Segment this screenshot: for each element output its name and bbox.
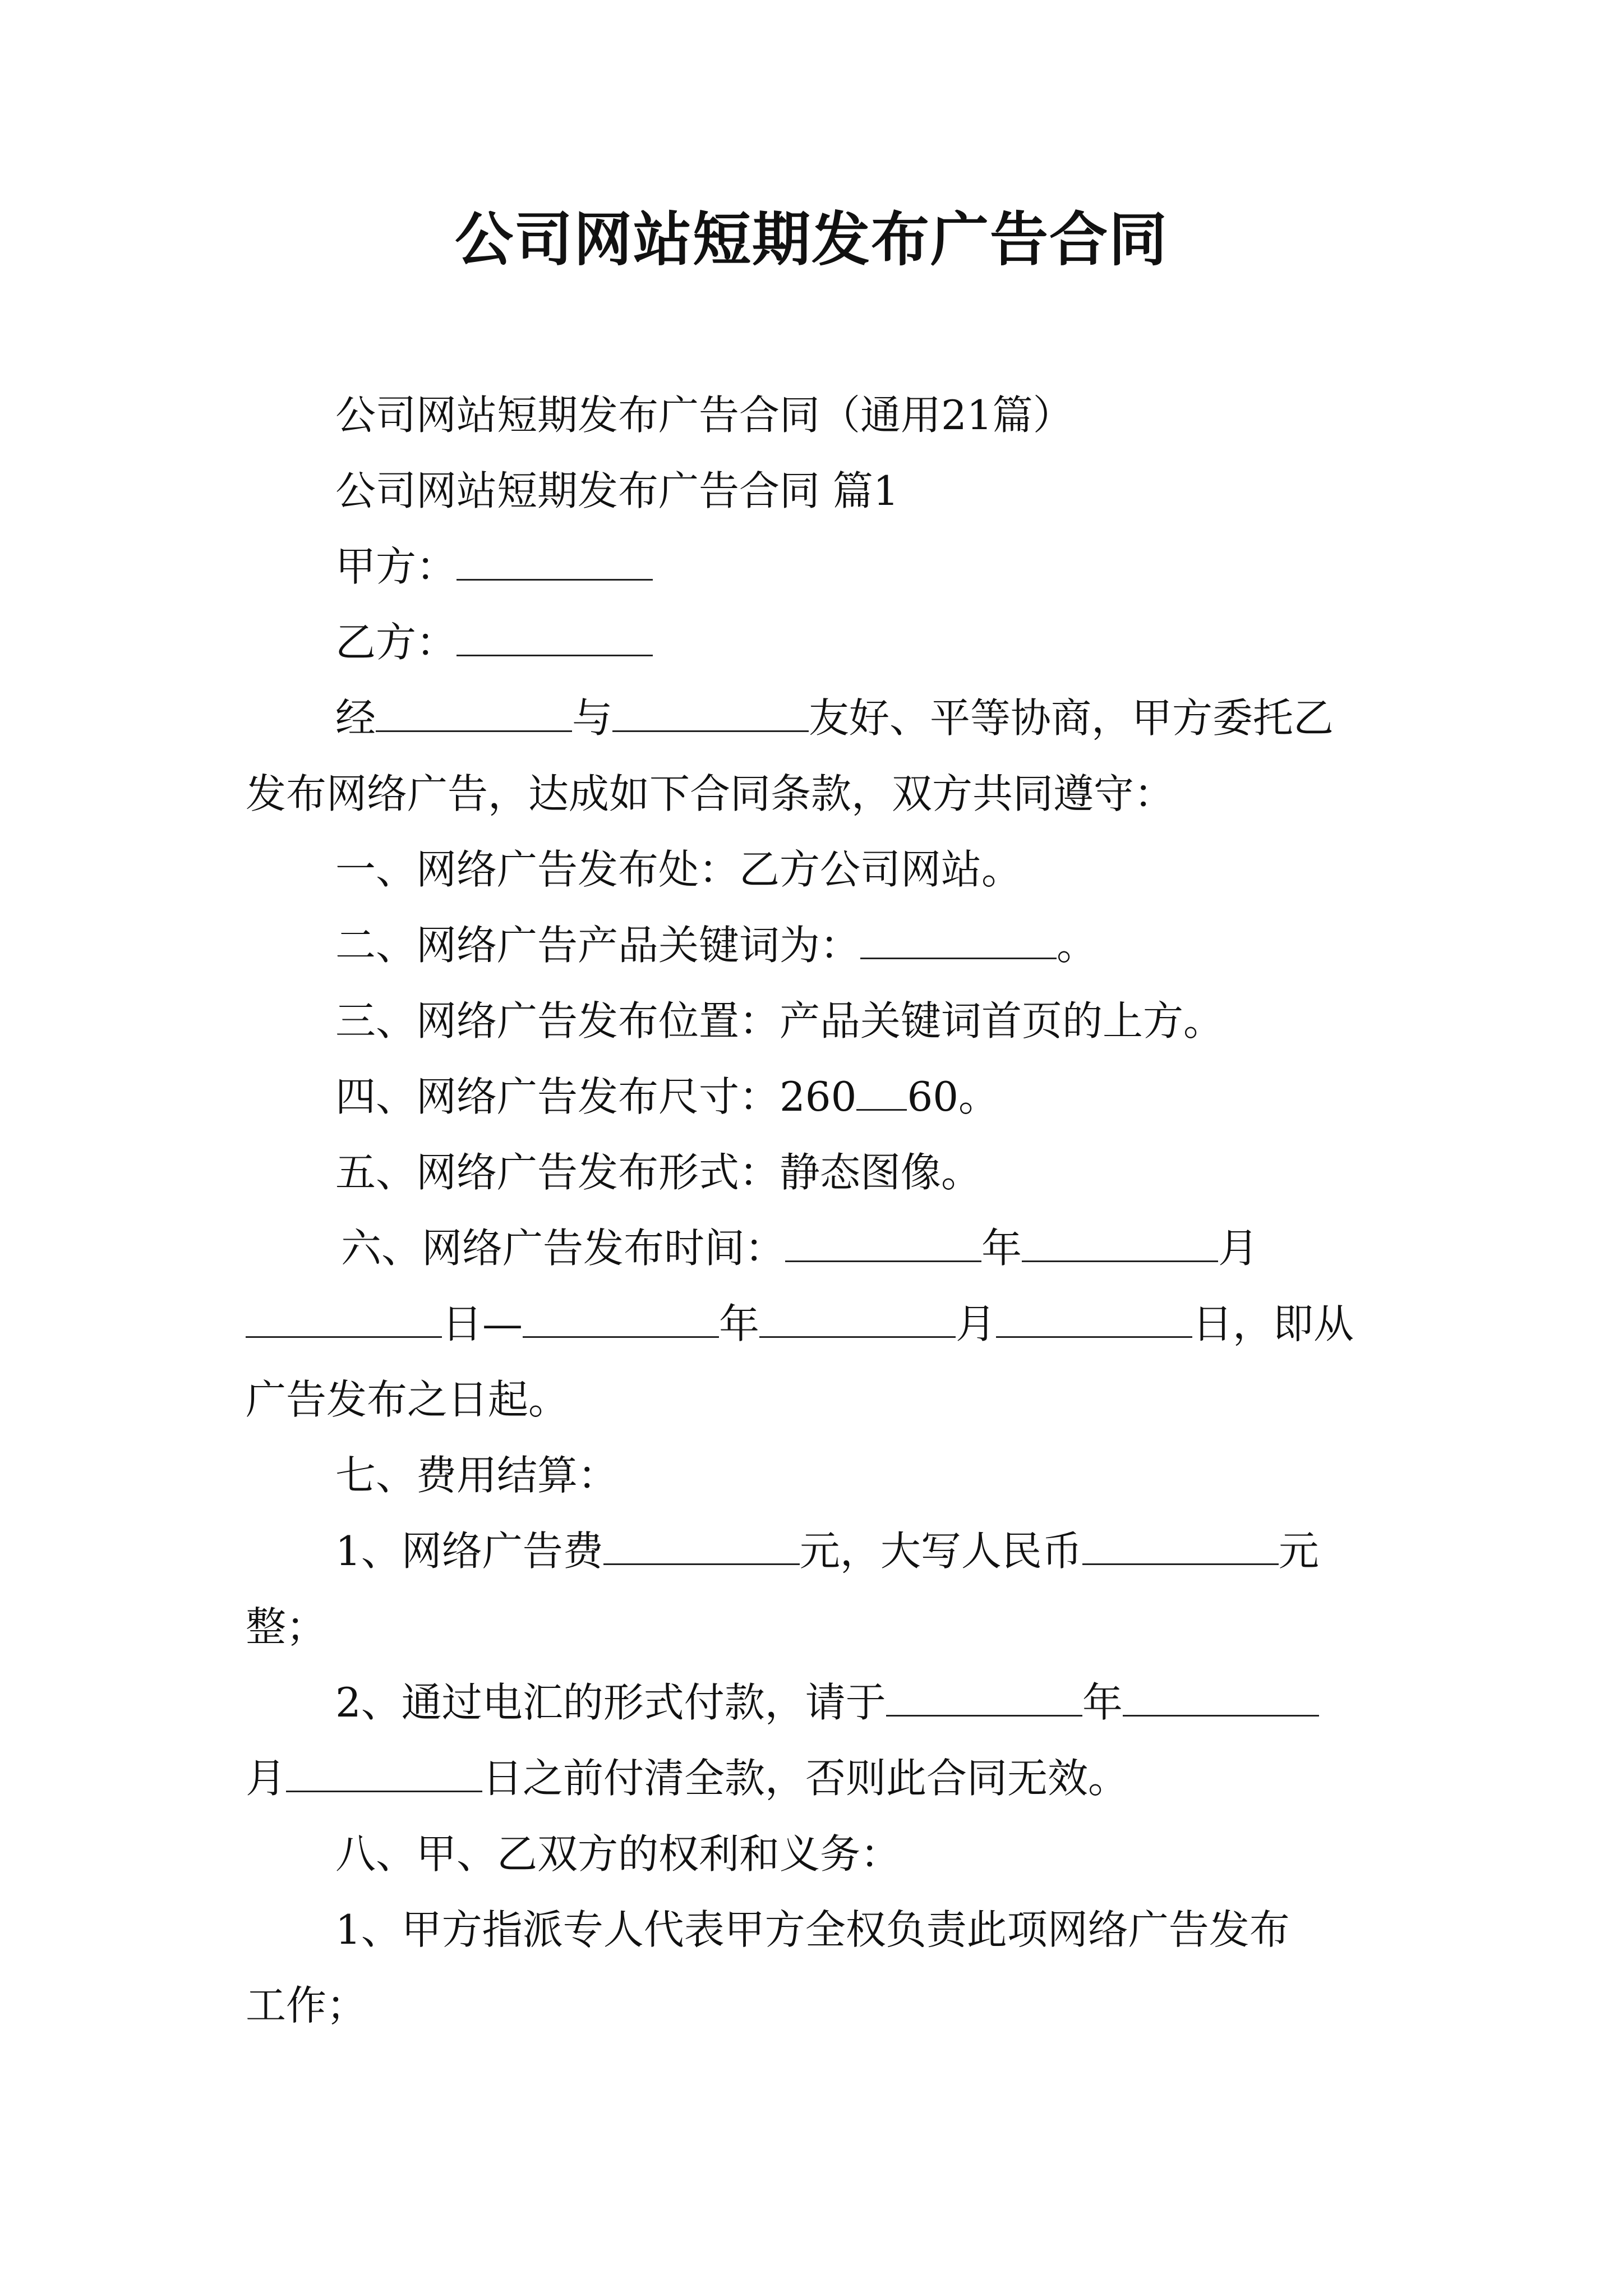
clause-6-text: 六、网络广告发布时间： [341,1225,786,1272]
party-b-blank [457,615,653,656]
intro-text-1a: 经 [335,694,376,742]
clause-6-day-end: 日，即从 [1192,1300,1354,1347]
clause-6-line-3: 广告发布之日起。 [246,1376,569,1423]
clause-6-blank-4 [523,1297,719,1338]
party-b-line [335,614,653,670]
clause-6-blank-2 [1022,1221,1218,1262]
document-title: 公司网站短期发布广告合同 [454,205,1168,274]
clause-4 [335,1069,999,1125]
clause-2 [335,917,1097,973]
clause-7-2-blank-1 [886,1676,1082,1717]
clause-6-year-2: 年 [719,1300,760,1347]
party-b-label: 乙方： [335,619,457,666]
clause-2-blank [860,918,1057,959]
intro-line-2: 发布网络广告，达成如下合同条款，双方共同遵守： [246,770,1175,817]
clause-6-month: 月 [1218,1225,1259,1272]
clause-7-2-line-1 [335,1674,1319,1731]
clause-7-1-line-2: 整； [246,1603,327,1650]
intro-text-1b: 与 [572,694,613,742]
clause-2-end: 。 [1057,922,1098,969]
clause-4-end: 60。 [907,1073,999,1120]
clause-8: 八、甲、乙双方的权利和义务： [335,1830,901,1878]
clause-3: 三、网络广告发布位置：产品关键词首页的上方。 [335,997,1224,1045]
clause-7-2-year: 年 [1082,1679,1123,1726]
clause-7: 七、费用结算： [335,1452,619,1499]
clause-6-year: 年 [981,1225,1022,1272]
clause-8-1-line-2: 工作； [246,1982,367,2029]
clause-7-2-line-2 [246,1750,1128,1806]
clause-6-blank-6 [996,1297,1192,1338]
clause-7-2-month: 月 [246,1755,287,1802]
intro-blank-1 [376,691,572,732]
clause-6-day-to: 日— [442,1300,523,1347]
clause-5: 五、网络广告发布形式：静态图像。 [335,1149,982,1196]
clause-6-line-2 [246,1296,1354,1352]
subtitle: 公司网站短期发布广告合同（通用21篇） [335,392,1073,439]
clause-8-1-line-1: 1、甲方指派专人代表甲方全权负责此项网络广告发布 [335,1906,1290,1953]
clause-7-1-unit: 元 [1278,1527,1319,1575]
clause-4-blank [856,1070,907,1111]
clause-7-2-blank-2 [1123,1676,1319,1717]
party-a-line [335,539,653,595]
clause-6-blank-3 [246,1297,442,1338]
intro-blank-2 [612,691,809,732]
clause-6-month-2: 月 [956,1300,997,1347]
clause-7-1-line-1 [335,1523,1319,1579]
party-a-label: 甲方： [335,543,457,590]
clause-6-blank-5 [759,1297,956,1338]
party-a-blank [457,540,653,581]
clause-7-1-blank-2 [1082,1524,1279,1565]
clause-7-1-blank-1 [603,1524,800,1565]
intro-line-1 [335,690,1334,746]
clause-2-text: 二、网络广告产品关键词为： [335,922,861,969]
clause-4-text: 四、网络广告发布尺寸：260 [335,1073,857,1120]
article-heading: 公司网站短期发布广告合同 篇1 [335,467,899,514]
clause-7-2-text: 2、通过电汇的形式付款，请于 [335,1679,886,1726]
intro-text-1c: 友好、平等协商，甲方委托乙 [809,694,1334,742]
clause-6-blank-1 [785,1221,981,1262]
clause-7-1-text-2: 元，大写人民币 [799,1527,1082,1575]
clause-1: 一、网络广告发布处：乙方公司网站。 [335,846,1022,893]
clause-6-line-1 [341,1220,1258,1276]
clause-7-2-blank-3 [286,1751,482,1792]
clause-7-1-text: 1、网络广告费 [335,1527,603,1575]
clause-7-2-end: 日之前付清全款，否则此合同无效。 [482,1755,1129,1802]
